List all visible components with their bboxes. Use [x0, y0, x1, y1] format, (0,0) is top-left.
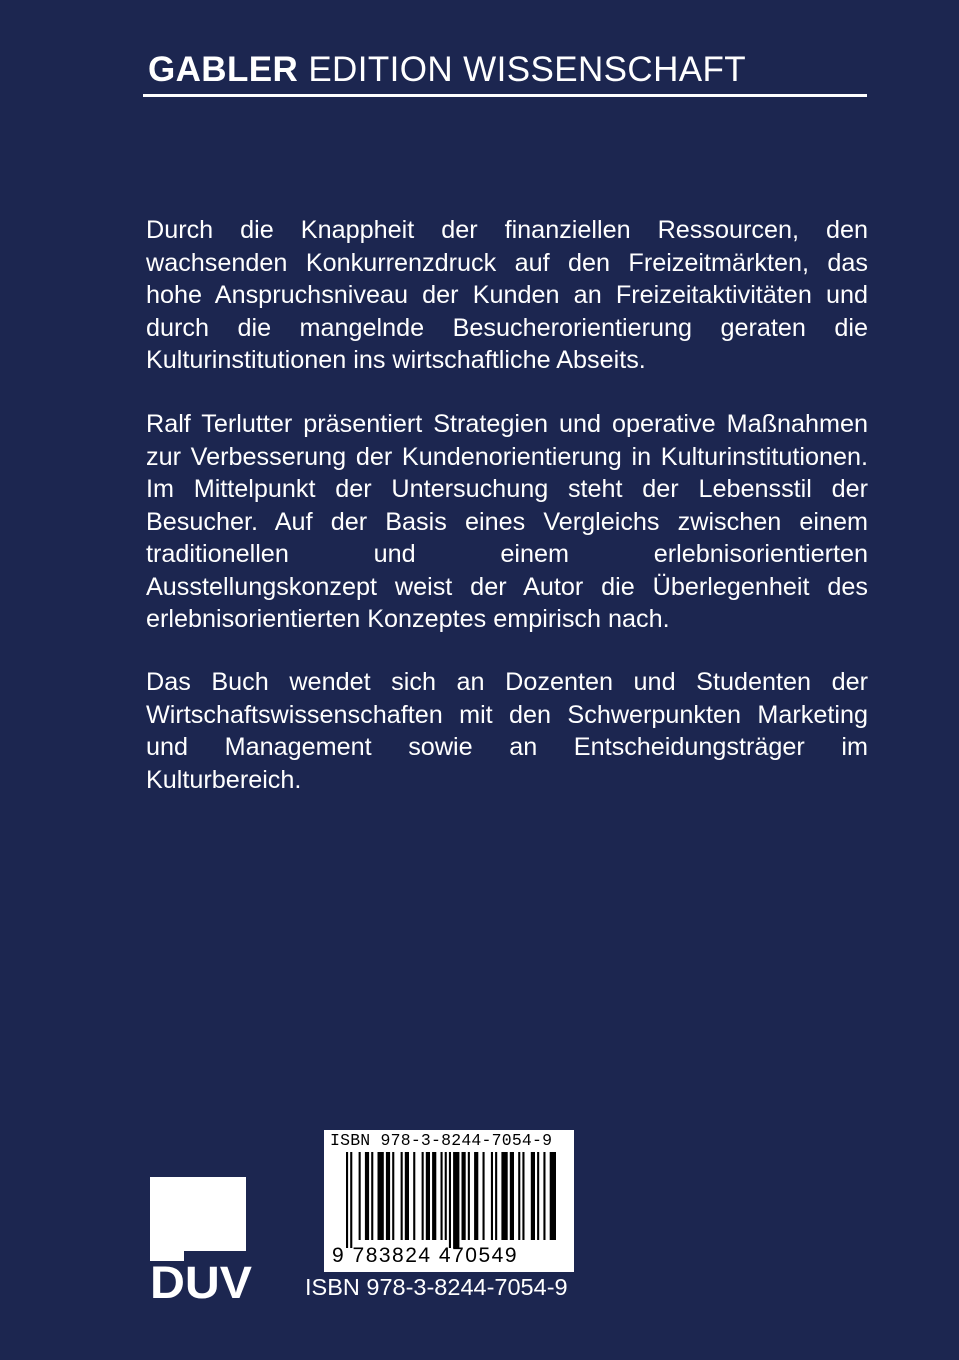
barcode-digits: 9 783824 470549	[332, 1244, 518, 1267]
barcode-bar	[445, 1152, 447, 1240]
barcode-bar	[543, 1152, 545, 1240]
barcode-bars	[346, 1152, 556, 1248]
barcode-bar	[413, 1152, 415, 1240]
barcode-bar	[350, 1152, 352, 1248]
barcode-bar	[371, 1152, 373, 1240]
barcode-bar	[401, 1152, 403, 1240]
barcode-bar	[453, 1152, 459, 1248]
barcode-bar	[432, 1152, 436, 1240]
series-title: EDITION WISSENSCHAFT	[308, 50, 747, 89]
barcode-bar	[501, 1152, 507, 1240]
series-header	[148, 50, 746, 90]
barcode-bar	[531, 1152, 535, 1240]
barcode-bar	[483, 1152, 485, 1240]
barcode-bar	[422, 1152, 424, 1240]
barcode-bar	[386, 1152, 390, 1240]
series-brand: GABLER	[148, 50, 299, 89]
duv-logo	[150, 1177, 254, 1301]
barcode-bar	[405, 1152, 409, 1240]
barcode-box	[324, 1130, 574, 1272]
description-paragraph-2: Ralf Terlutter präsentiert Strategien und operative Maßnahmen zur Verbesserung der Kundenorientierung in Kulturinstitutionen. Im Mittelpunkt der Untersuchung steht der Lebensstil der Besucher. Auf der Basis eines Vergleichs zwischen einem traditionellen und einem erlebnisorientierten Ausstellungskonzept weist der Autor die Überlegenheit des erlebnisorientierten Konzeptes empirisch nach.	[146, 410, 868, 633]
barcode-bar	[462, 1152, 466, 1240]
duv-logo-text: DUV	[150, 1257, 252, 1301]
barcode-bar	[359, 1152, 361, 1240]
description-paragraph-1: Durch die Knappheit der finanziellen Ressourcen, den wachsenden Konkurrenzdruck auf den Freizeitmärkten, das hohe Anspruchsniveau der Kunden an Freizeitaktivitäten und durch die mangelnde Besucherorientierung geraten die Kulturinstitutionen ins wirtschaftliche Abseits.	[146, 216, 868, 374]
barcode-bar	[522, 1152, 524, 1240]
barcode-bar	[426, 1152, 430, 1240]
barcode-bar	[392, 1152, 394, 1240]
barcode-bar	[474, 1152, 478, 1240]
barcode-bar	[495, 1152, 497, 1240]
description-paragraph-3: Das Buch wendet sich an Dozenten und Studenten der Wirtschaftswissenschaften mit den Schwerpunkten Marketing und Management sowie an Entscheidungsträger im Kulturbereich.	[146, 668, 868, 794]
barcode-bar	[518, 1152, 520, 1240]
barcode-bar	[491, 1152, 493, 1240]
barcode-bar	[365, 1152, 369, 1240]
barcode-bar	[441, 1152, 443, 1240]
barcode-bar	[378, 1152, 384, 1240]
header-divider	[143, 94, 867, 97]
barcode-bar	[537, 1152, 539, 1240]
barcode-bar	[346, 1152, 348, 1248]
barcode-bar	[550, 1152, 556, 1240]
barcode-bar	[468, 1152, 470, 1240]
barcode-bar	[510, 1152, 514, 1240]
barcode-isbn-text: ISBN 978-3-8244-7054-9	[330, 1131, 553, 1150]
barcode-bar	[449, 1152, 451, 1248]
isbn-label: ISBN 978-3-8244-7054-9	[305, 1274, 568, 1300]
